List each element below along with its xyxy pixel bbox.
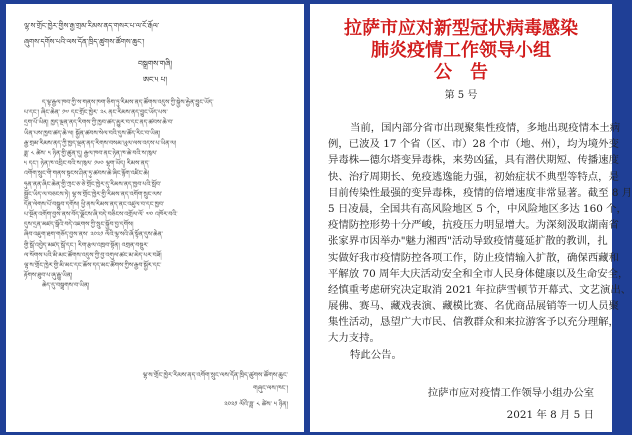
tibetan-body-line: འགོག་སྲུང་གི་གནས་སྟངས་ཤིན་ཏུ་ཚབས་ཆེ་ཞིང་རྙོག་འཛིང་ཆེ། <box>24 170 150 178</box>
notice-number: 第 5 号 <box>444 90 478 101</box>
tibetan-body-line: ཧུན་ནན་ཞིང་ཆེན་གྱི་ཀྲང་ཅ་ཅེ་གྲོང་ཁྱེར་དུ་རིམས་ནད་ཁྱབ་པའི་སློབ་ <box>24 180 162 188</box>
tibetan-closing: ཆེད་དུ་བསྒྲགས་བ་ཡིན། <box>42 282 90 290</box>
notice-body-line: 疫情防控形势十分严峻，抗疫压力明显增大。为深刻汲取湖南省 <box>328 219 619 232</box>
tibetan-body-line: གྱི་སྒོ་འབྱེད་མཛད་སྒོ་དང་། རིག་རྩལ་འཁྲབ་སྟོན། འགྲན་བསྡུར་ <box>24 241 149 249</box>
tibetan-notice-word: བསྒྲགས་གཞི། <box>138 59 172 68</box>
notice-closing: 特此公告。 <box>350 348 402 361</box>
tibetan-body-line: དྲག་པོ་ཡིན། ཁྱད་ལྡན་ནད་རིགས་ཀྱི་ཁྱབ་ཚད་མྱུར་བ་དང་ནད་ཚབས་ཆེ་བ་ <box>24 119 174 127</box>
tibetan-body-line: དུས་དྲན་མཛད་སྒོའི་བདེ་འཇགས་ཀྱི་སྲུང་སྐྱོབ་བྱ་དགོས། <box>24 221 134 229</box>
notice-body-line: 平解放 70 周年大庆活动安全和全市人民身体健康以及生命安全， <box>328 267 629 280</box>
notice-body-line: 实做好我市疫情防控各项工作，防止疫情输入扩散，确保西藏和 <box>328 251 619 264</box>
tibetan-title-line: ཞུགས་དགོས་པའི་ལས་དོན་ཁྲིད་ཚུགས་ཚོགས་ཆུང་། <box>24 37 145 46</box>
tibetan-body-line: ལྷ་ས་གྲོང་ཁྱེར་གྱི་མི་མང་དང་ཆོས་དད་མང་ཚོགས་ཀྱིས་རྒྱབ་སྐྱོར་དང་ <box>24 262 162 269</box>
tibetan-body-line: ཡིན་པས་ཁྱབ་ཚད་ཆེ་ལ། སྐྱོན་ཚབས་སེལ་བའི་དུས་ཚོད་རིང་བ་ཡིན། <box>24 129 161 137</box>
tibetan-date: ༢༠༢༡ ལོའི་ཟླ་ ༨ ཚེས་ ༥ ཉིན། <box>224 400 288 408</box>
notice-body-line: 当前，国内部分省市出现聚集性疫情，多地出现疫情本土病 <box>350 122 621 134</box>
tibetan-signature-line: གཞུང་ལས་ཁང་། <box>253 384 288 392</box>
notice-title-line: 肺炎疫情工作领导小组 <box>371 40 551 61</box>
notice-title-gonggao: 公 告 <box>434 62 488 83</box>
tibetan-number: ཨང་༥ པ། <box>142 75 168 84</box>
tibetan-body-line: པ་སྔོན་འགོག་བྱས་ནས་བོད་ལྗོངས་ཞི་བདེ་བཅིངས་འགྲོལ་ལོ་ ༧༠ འཁོར་བའི་ <box>24 211 178 219</box>
notice-body-line: 经慎重考虑研究决定取消 2021 年拉萨雪顿节开幕式、文艺演出、 <box>328 283 632 296</box>
tibetan-signature-line: ལྷ་ས་གྲོང་ཁྱེར་རིམས་ནད་འགོག་སྲུང་ལས་དོན་ཁྲིད་ཚུགས་ཚོགས་ཆུང་ <box>142 371 288 379</box>
tibetan-body-line: ཟླ་ ༨ ཚེས་ ༥ ཉིན་གྱི་ཚུན་དུ། རྒྱལ་ཁབ་ནང་ཉེན་ཁ་ཆེ་བའི་ས་ཁུལ་ <box>24 149 158 157</box>
notice-body-line: 大力支持。 <box>328 332 380 345</box>
notice-body-line: 例，已波及 17 个省（区、市）28 个市（地、州），均为境外变 <box>328 138 619 151</box>
tibetan-body-line: དོན་ལེགས་པོ་བསྒྲུབ་དགོས། ཕྱི་ནས་རིམས་ནད་ནང་འཛུལ་བ་དང་ཁྱབ་ <box>24 200 165 208</box>
tibetan-body-line: རྟོགས་ཐུབ་པ་ཞུ་རྒྱུ་ཡིན། <box>24 272 73 280</box>
notice-body-line: 快、治疗周期长、免疫逃逸能力强，初始症状不典型等特点，是 <box>328 170 619 183</box>
tibetan-title-line: ལྷ་ས་གྲོང་ཁྱེར་གྱིས་རྒྱ་གྲམ་རིམས་ནད་གསར་པ་ལ་ངོ་རྒོལ་ <box>24 21 160 30</box>
notice-body-line: 张家界市因举办"魅力湘西"活动导致疫情蔓延扩散的教训，扎 <box>328 235 608 248</box>
chinese-page <box>310 4 632 432</box>
tibetan-body-line: པ་དང་། ཞིང་ཆེན་ ༡༧ དང་གྲོང་ཁྱེར་ ༢༨ ནང་རིམས་ནད་བྱུང་ཡོད་པས་ <box>24 109 168 117</box>
tibetan-body-line: ལ་སོགས་པའི་མི་མང་ཚོགས་འདུས་ཀྱི་བྱ་འགུལ་ཚང་མ་མེད་པར་བཟོ། <box>24 251 162 259</box>
tibetan-body-line: ༥ དང་། ཉེན་ཁ་འབྲིང་བའི་ས་ཁུལ་ ༡༦༠ ལྷག་ཡོད། རིམས་ནད་ <box>24 160 150 168</box>
notice-issuer: 拉萨市应对疫情工作领导小组办公室 <box>427 387 594 399</box>
notice-body-line: 目前传染性最强的变异毒株，疫情的倍增速度非常显著。截至 8 月 <box>328 186 632 199</box>
tibetan-body-line: རྒྱ་གྲམ་རིམས་ནད་ཀྱི་ཁྱད་ལྡན་ནད་རིགས་བསམ་ཡུལ་ལས་འདས་པ་ཡིན་ལ། <box>24 139 177 147</box>
notice-body <box>328 120 632 363</box>
notice-body-line: 5 日凌晨，全国共有高风险地区 5 个，中风险地区多达 160 个， <box>328 202 627 215</box>
tibetan-body-line: ཞིབ་འཇུག་ཐག་གཅོད་བྱས་ནས་ ༢༠༢༡ ལོའི་ལྷ་སའི་ཞོ་སྟོན་དུས་ཆེན་ <box>24 231 164 239</box>
notice-body-line: 展佛、赛马、藏戏表演、藏模比赛、名优商品展销等一切人员聚 <box>328 300 619 313</box>
tibetan-page <box>6 4 304 432</box>
notice-body-line: 集性活动，恳望广大市民、信教群众和来拉游客予以充分理解， <box>328 316 619 329</box>
notice-title-line: 拉萨市应对新型冠状病毒感染 <box>344 18 578 39</box>
notice-date: 2021 年 8 月 5 日 <box>506 409 594 421</box>
tibetan-body-line: སྦྱོང་ཡིད་ལ་བཅངས་ཏེ། ལྷ་ས་གྲོང་ཁྱེར་གྱི་རིམས་ནད་འགོག་སྲུང་ལས་ <box>24 190 163 198</box>
tibetan-body-line: ད་ལྟ་རྒྱལ་ཁབ་ཀྱི་ས་གནས་ཁག་ཅིག་ཏུ་རིམས་ནད་ཚོགས་འདུས་ཀྱི་སྐྱེས་རྐྱེན་བྱུང་ཡོད་ <box>42 99 214 106</box>
notice-body-line: 异毒株—德尔塔变异毒株，来势凶猛，具有潜伏期短、传播速度 <box>328 154 619 167</box>
tibetan-body <box>24 98 292 292</box>
